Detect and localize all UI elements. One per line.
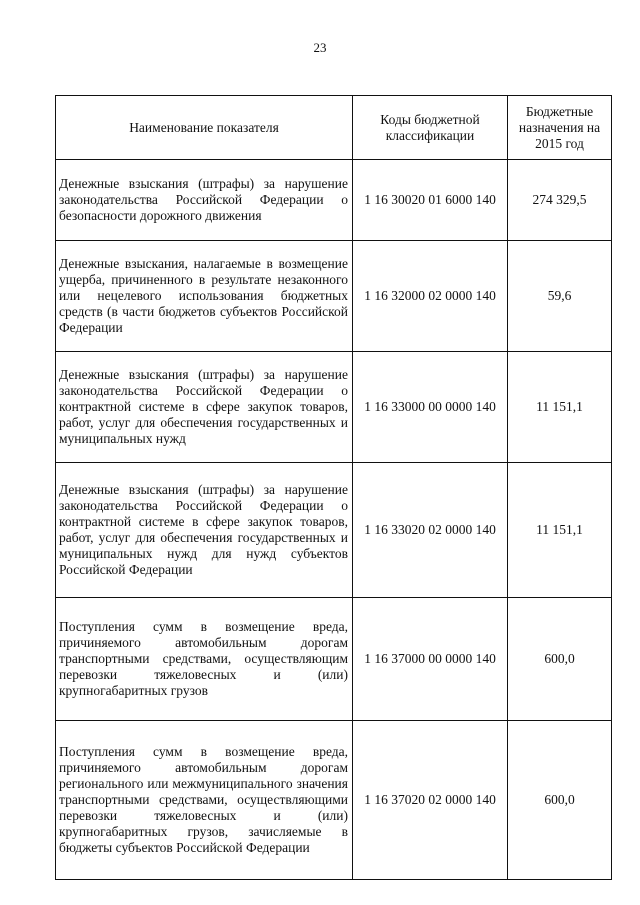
header-indicator-name: Наименование показателя <box>56 96 353 160</box>
indicator-name: Денежные взыскания, налагаемые в возмещение ущерба, причиненного в результате незаконного или нецелевого использования бюджетных средств (в части бюджетов субъектов Российской Федерации <box>56 241 353 352</box>
table-row <box>56 463 612 598</box>
budget-code: 1 16 37000 00 0000 140 <box>353 598 508 721</box>
indicator-name: Поступления сумм в возмещение вреда, причиняемого автомобильным дорогам регионального или межмуниципального значения транспортными средствами, осуществляющими перевозки тяжеловесных и (или) крупногабаритных грузов, зачисляемые в бюджеты субъектов Российской Федерации <box>56 721 353 880</box>
budget-code: 1 16 33020 02 0000 140 <box>353 463 508 598</box>
table-header-row <box>56 96 612 160</box>
table-row <box>56 160 612 241</box>
indicator-name: Денежные взыскания (штрафы) за нарушение законодательства Российской Федерации о безопасности дорожного движения <box>56 160 353 241</box>
page-number: 23 <box>313 40 327 55</box>
table-row <box>56 721 612 880</box>
budget-code: 1 16 30020 01 6000 140 <box>353 160 508 241</box>
header-budget-codes: Коды бюджетной классификации <box>353 96 508 160</box>
budget-table <box>55 95 612 880</box>
budget-amount: 59,6 <box>508 241 612 352</box>
budget-code: 1 16 37020 02 0000 140 <box>353 721 508 880</box>
budget-code: 1 16 32000 02 0000 140 <box>353 241 508 352</box>
budget-amount: 11 151,1 <box>508 352 612 463</box>
budget-amount: 600,0 <box>508 598 612 721</box>
indicator-name: Денежные взыскания (штрафы) за нарушение законодательства Российской Федерации о контрактной системе в сфере закупок товаров, работ, услуг для обеспечения государственных и муниципальных нужд для нужд субъектов Российской Федерации <box>56 463 353 598</box>
budget-amount: 11 151,1 <box>508 463 612 598</box>
budget-code: 1 16 33000 00 0000 140 <box>353 352 508 463</box>
budget-amount: 274 329,5 <box>508 160 612 241</box>
table-row <box>56 241 612 352</box>
table-row <box>56 598 612 721</box>
indicator-name: Денежные взыскания (штрафы) за нарушение законодательства Российской Федерации о контрактной системе в сфере закупок товаров, работ, услуг для обеспечения государственных и муниципальных нужд <box>56 352 353 463</box>
header-budget-allocations: Бюджетные назначения на 2015 год <box>508 96 612 160</box>
budget-amount: 600,0 <box>508 721 612 880</box>
table-row <box>56 352 612 463</box>
indicator-name: Поступления сумм в возмещение вреда, причиняемого автомобильным дорогам транспортными средствами, осуществляющим перевозки тяжеловесных и (или) крупногабаритных грузов <box>56 598 353 721</box>
